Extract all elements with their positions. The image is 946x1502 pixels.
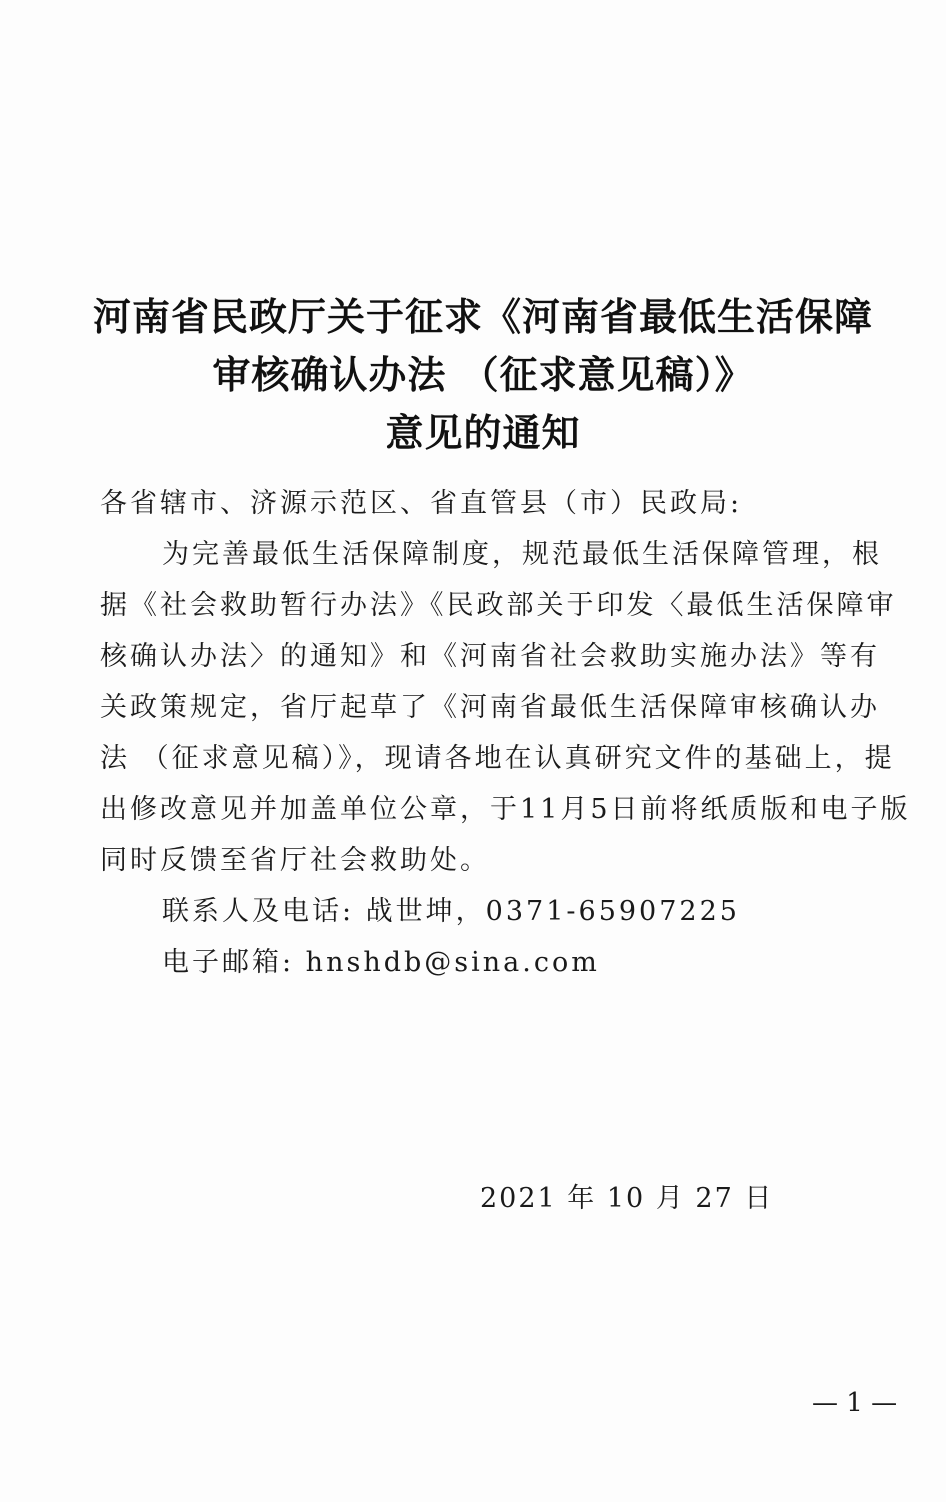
document-body: [100, 478, 911, 988]
paragraph-line: 关政策规定，省厅起草了《河南省最低生活保障审核确认办: [100, 692, 880, 723]
paragraph-line: 核确认办法〉的通知》和《河南省社会救助实施办法》等有: [100, 641, 880, 672]
contact-info: 联系人及电话: 战世坤，0371-65907225: [162, 896, 740, 927]
title-line-1: 河南省民政厅关于征求《河南省最低生活保障: [92, 295, 873, 339]
page-number: — 1 —: [812, 1388, 898, 1418]
title-line-2: 审核确认办法 （征求意见稿）》: [212, 353, 754, 397]
paragraph-line: 据《社会救助暂行办法》《民政部关于印发〈最低生活保障审: [100, 590, 897, 621]
paragraph-line: 法 （征求意见稿）》，现请各地在认真研究文件的基础上，提: [100, 743, 895, 774]
paragraph-line: 同时反馈至省厅社会救助处。: [100, 845, 490, 876]
title-line-3: 意见的通知: [385, 411, 581, 455]
document-title: [60, 288, 906, 462]
paragraph-line: 出修改意见并加盖单位公章，于11月5日前将纸质版和电子版: [100, 794, 911, 825]
document-date: 2021 年 10 月 27 日: [480, 1183, 774, 1214]
addressee: 各省辖市、济源示范区、省直管县（市）民政局:: [100, 488, 743, 519]
email-info: 电子邮箱: hnshdb@sina.com: [162, 947, 600, 978]
paragraph-line: 为完善最低生活保障制度，规范最低生活保障管理，根: [162, 539, 882, 570]
